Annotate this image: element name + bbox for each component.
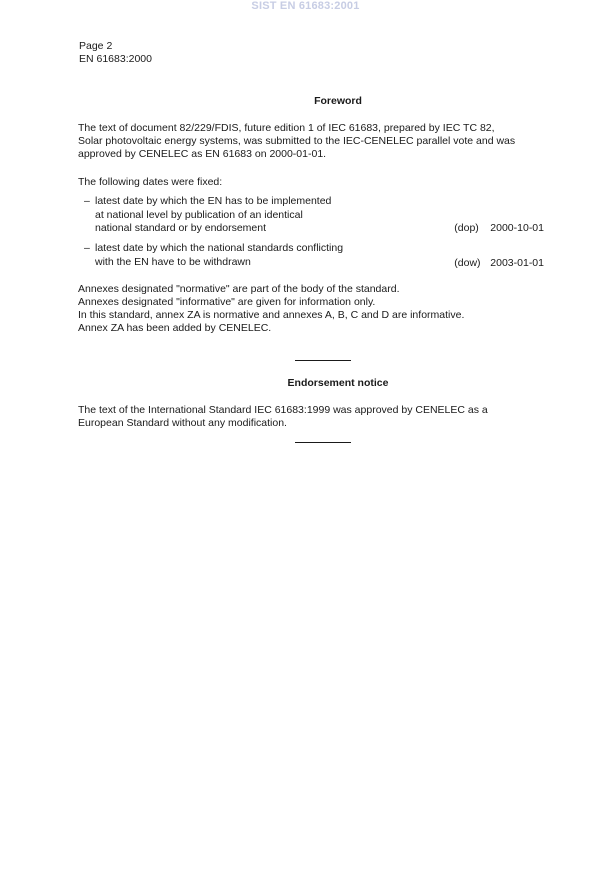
date-item-text: latest date by which the EN has to be implemented [95, 195, 332, 207]
annex-note-line: Annexes designated "normative" are part of the body of the standard. [78, 283, 400, 295]
date-item-text: at national level by publication of an identical [95, 208, 303, 221]
annex-note-line: In this standard, annex ZA is normative and annexes A, B, C and D are informative. [78, 309, 465, 321]
date-text: 2000-10-01 [490, 222, 544, 234]
annex-note-line: Annexes designated "informative" are given for information only. [78, 296, 376, 308]
dates-intro: The following dates were fixed: [78, 176, 223, 188]
date-item-text: national standard or by endorsement [95, 222, 267, 234]
date-item-text: latest date by which the national standards conflicting [95, 242, 344, 254]
list-dash: – [84, 242, 90, 254]
foreword-heading: Foreword [314, 95, 362, 107]
end-divider [295, 442, 351, 443]
foreword-intro-line: The text of document 82/229/FDIS, future edition 1 of IEC 61683, prepared by IEC TC 82, [78, 122, 495, 134]
date-code: (dow) [454, 257, 481, 269]
date-value [454, 222, 544, 236]
foreword-intro-line: Solar photovoltaic energy systems, was submitted to the IEC-CENELEC parallel vote and was [78, 135, 516, 147]
endorsement-line: European Standard without any modification. [78, 417, 287, 429]
list-dash: – [84, 195, 90, 207]
section-divider [295, 360, 351, 361]
date-text: 2003-01-01 [490, 257, 544, 269]
date-item-text: with the EN have to be withdrawn [95, 255, 251, 268]
foreword-intro-line: approved by CENELEC as EN 61683 on 2000-01-01. [78, 148, 327, 160]
date-item-dow [84, 242, 544, 269]
date-code: (dop) [454, 222, 479, 234]
watermark: SIST EN 61683:2001 [251, 0, 360, 12]
endorsement-line: The text of the International Standard IEC 61683:1999 was approved by CENELEC as a [78, 404, 488, 416]
page-number: Page 2 [79, 40, 113, 52]
endorsement-heading: Endorsement notice [287, 377, 389, 389]
endorsement-text [78, 404, 570, 430]
date-item-dop [84, 195, 544, 236]
foreword-intro [78, 122, 570, 161]
page-header [79, 40, 152, 66]
annex-notes [78, 283, 570, 335]
document-id: EN 61683:2000 [79, 53, 152, 65]
annex-note-line: Annex ZA has been added by CENELEC. [78, 322, 272, 334]
date-value [454, 257, 544, 271]
